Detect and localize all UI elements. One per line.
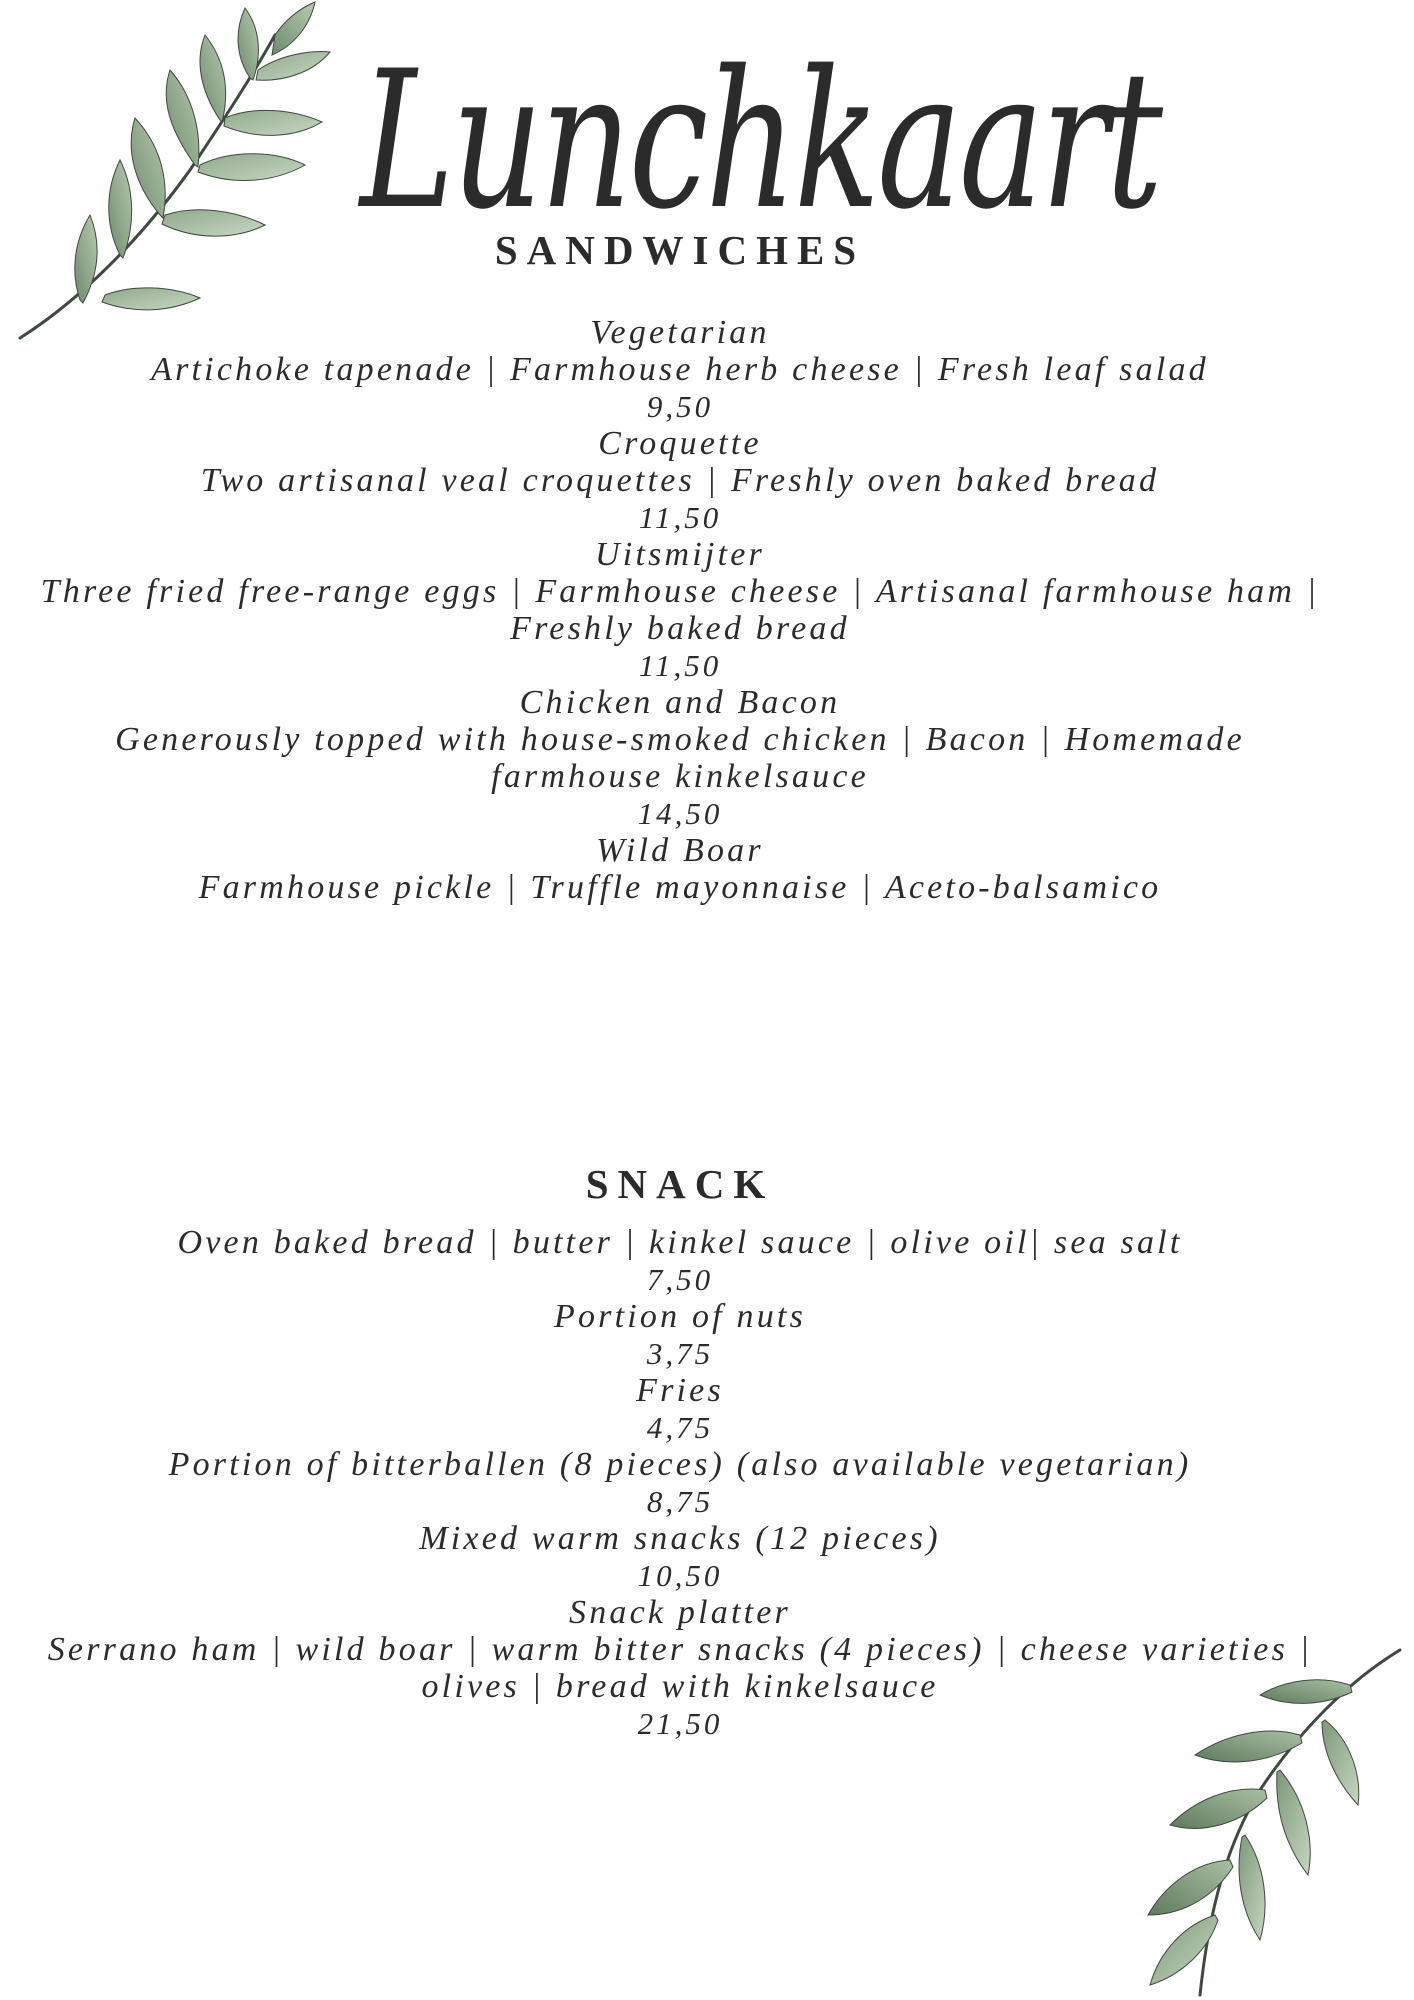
- menu-item: [0, 1298, 1360, 1372]
- item-price: 14,50: [637, 796, 723, 831]
- sandwiches-list: [0, 314, 1360, 906]
- menu-item: [0, 1224, 1360, 1298]
- item-price: 4,75: [646, 1410, 714, 1445]
- item-name: Uitsmijter: [595, 536, 765, 573]
- item-name: Chicken and Bacon: [519, 684, 841, 721]
- item-name: Portion of nuts: [553, 1298, 807, 1335]
- olive-branch-top-illustration: [10, 0, 340, 345]
- menu-item: [0, 684, 1360, 832]
- title-text: Lunchkaart: [357, 30, 1164, 248]
- menu-item: [0, 536, 1360, 684]
- menu-item: [0, 1372, 1360, 1446]
- menu-item: [0, 314, 1360, 425]
- item-description: Farmhouse pickle | Truffle mayonnaise | Aceto-balsamico: [198, 869, 1162, 906]
- menu-title: [350, 8, 1180, 248]
- item-description: Artichoke tapenade | Farmhouse herb cheese | Fresh leaf salad: [151, 351, 1209, 388]
- menu-item: [0, 425, 1360, 536]
- item-description: Two artisanal veal croquettes | Freshly oven baked bread: [200, 462, 1160, 499]
- snack-heading: SNACK: [585, 1161, 775, 1207]
- item-name: Wild Boar: [596, 832, 764, 869]
- olive-branch-bottom-illustration: [1100, 1640, 1414, 2000]
- sandwiches-heading: SANDWICHES: [494, 227, 866, 273]
- item-price: 8,75: [646, 1484, 714, 1519]
- item-description: Serrano ham | wild boar | warm bitter snacks (4 pieces) | cheese varieties |: [47, 1631, 1313, 1668]
- item-price: 9,50: [646, 389, 714, 424]
- item-description: Oven baked bread | butter | kinkel sauce | olive oil| sea salt: [177, 1224, 1183, 1261]
- item-description: olives | bread with kinkelsauce: [421, 1668, 939, 1705]
- item-description: Freshly baked bread: [510, 610, 850, 647]
- item-description: farmhouse kinkelsauce: [491, 758, 869, 795]
- item-description: Generously topped with house-smoked chicken | Bacon | Homemade: [115, 721, 1245, 758]
- menu-item: [0, 1446, 1360, 1520]
- menu-item: [0, 832, 1360, 906]
- item-description: Three fried free-range eggs | Farmhouse cheese | Artisanal farmhouse ham |: [40, 573, 1320, 610]
- item-name: Croquette: [598, 425, 762, 462]
- item-name: Mixed warm snacks (12 pieces): [419, 1520, 941, 1557]
- item-price: 7,50: [646, 1262, 714, 1297]
- item-name: Snack platter: [569, 1594, 791, 1631]
- item-price: 21,50: [637, 1706, 723, 1741]
- item-price: 11,50: [638, 648, 722, 683]
- item-name: Portion of bitterballen (8 pieces) (also available vegetarian): [168, 1446, 1192, 1483]
- item-price: 3,75: [646, 1336, 714, 1371]
- item-name: Vegetarian: [590, 314, 770, 351]
- menu-item: [0, 1520, 1360, 1594]
- item-price: 10,50: [637, 1558, 723, 1593]
- item-price: 11,50: [638, 500, 722, 535]
- item-name: Fries: [636, 1372, 724, 1409]
